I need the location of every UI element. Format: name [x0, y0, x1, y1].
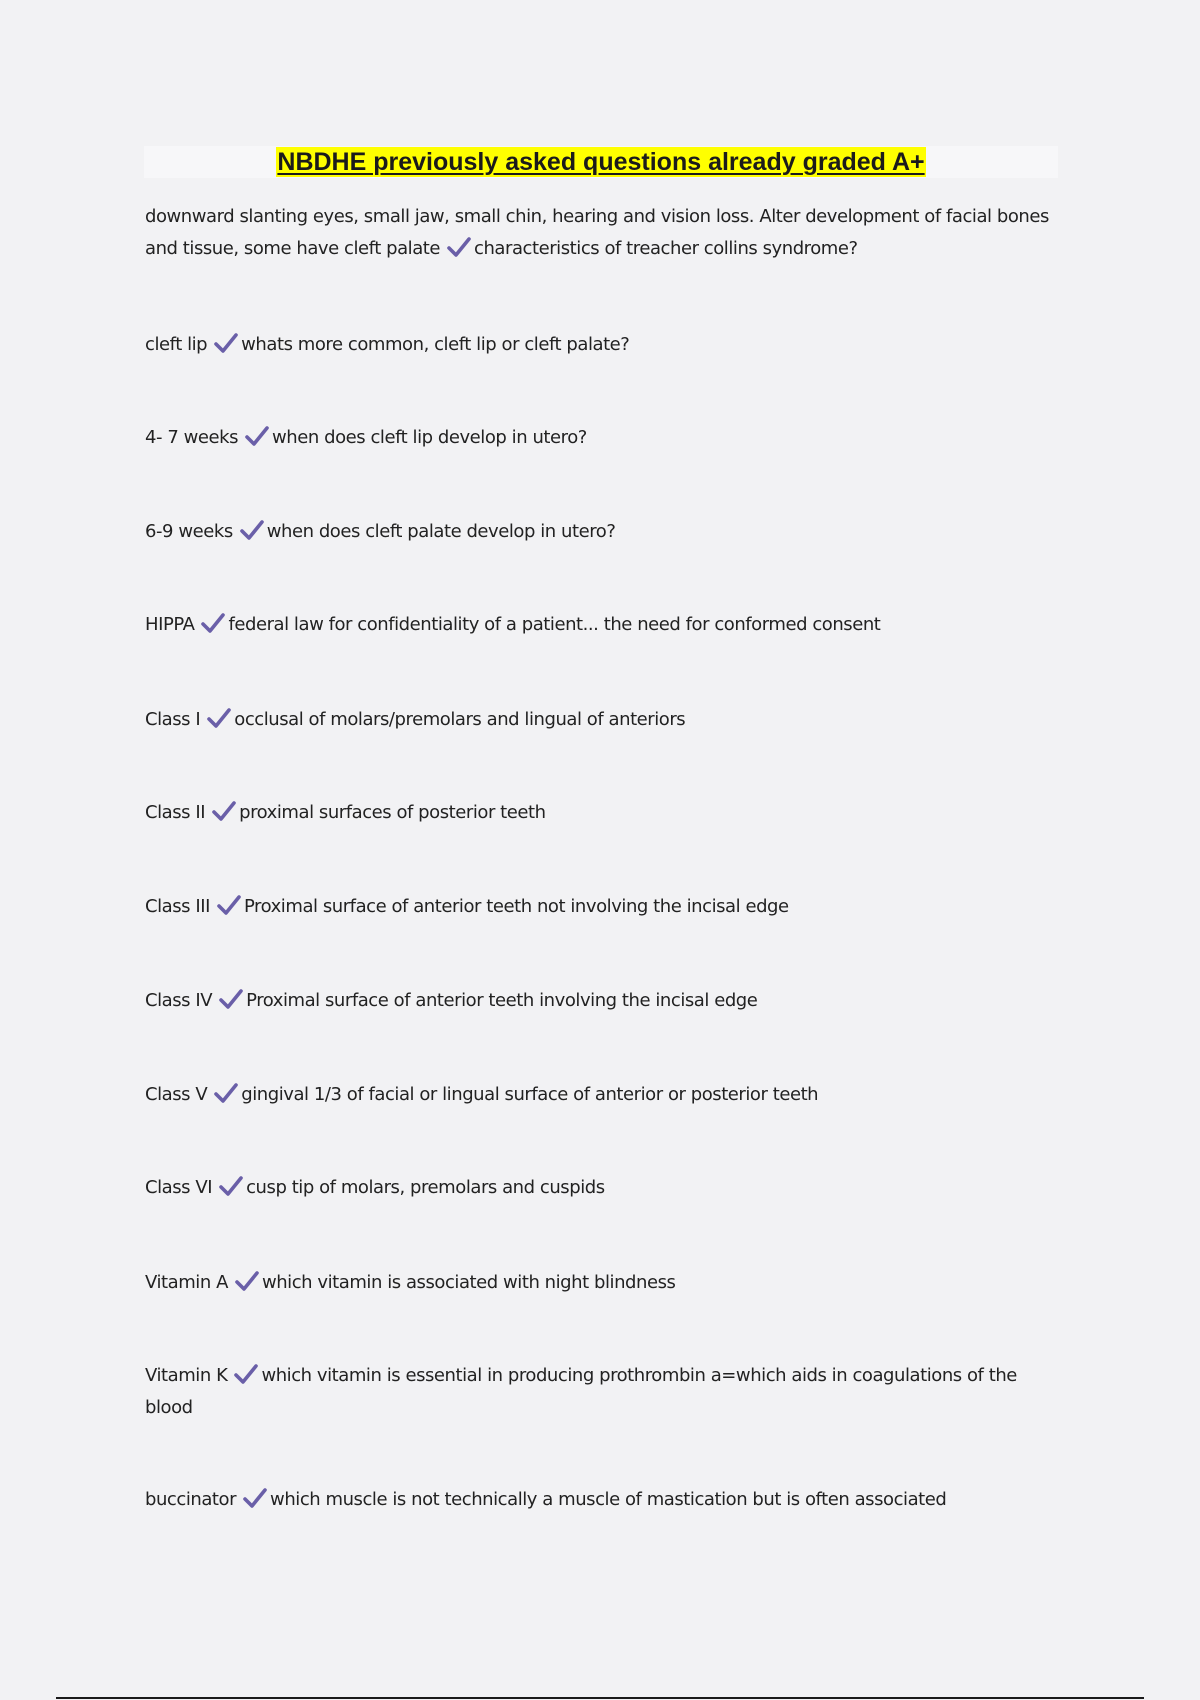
checkmark-icon: [243, 1487, 267, 1509]
question-text: gingival 1/3 of facial or lingual surface of anterior or posterior teeth: [241, 1084, 819, 1105]
checkmark-icon: [217, 894, 241, 916]
qa-item-2: [145, 329, 1065, 361]
question-text: characteristics of treacher collins syndrome?: [474, 238, 858, 259]
answer-text: Vitamin A: [145, 1272, 228, 1293]
question-text: federal law for confidentiality of a patient... the need for conformed consent: [228, 614, 881, 635]
answer-text: Class II: [145, 802, 206, 823]
answer-text: Vitamin K: [145, 1365, 228, 1386]
checkmark-icon: [234, 1363, 258, 1385]
qa-item-8: [145, 891, 1065, 923]
question-text: when does cleft lip develop in utero?: [272, 427, 587, 448]
question-text: when does cleft palate develop in utero?: [266, 521, 616, 542]
qa-item-3: [145, 422, 1065, 454]
checkmark-icon: [201, 612, 225, 634]
answer-text: Class I: [145, 709, 201, 730]
question-text: occlusal of molars/premolars and lingual of anteriors: [234, 709, 686, 730]
title-band: [144, 146, 1058, 178]
question-text: Proximal surface of anterior teeth involving the incisal edge: [246, 990, 758, 1011]
answer-text: Class III: [145, 896, 210, 917]
question-text: proximal surfaces of posterior teeth: [239, 802, 546, 823]
checkmark-icon: [235, 1270, 259, 1292]
question-text: which vitamin is associated with night blindness: [261, 1272, 676, 1293]
answer-text: 4- 7 weeks: [145, 427, 239, 448]
qa-item-5: [145, 609, 1065, 641]
qa-item-12: [145, 1267, 1065, 1299]
answer-text: 6-9 weeks: [145, 521, 233, 542]
checkmark-icon: [219, 1175, 243, 1197]
question-text: Proximal surface of anterior teeth not involving the incisal edge: [243, 896, 789, 917]
question-text: which muscle is not technically a muscle of mastication but is often associated: [270, 1489, 947, 1510]
qa-item-7: [145, 797, 1065, 829]
checkmark-icon: [219, 988, 243, 1010]
answer-text: downward slanting eyes, small jaw, small chin, hearing and vision loss. Alter development of facial bones and tissue, some have cleft palate: [145, 206, 1049, 259]
question-text: which vitamin is essential in producing prothrombin a=which aids in coagulations of the blood: [145, 1365, 1017, 1418]
question-text: cusp tip of molars, premolars and cuspids: [246, 1177, 605, 1198]
qa-item-14: [145, 1484, 1065, 1516]
answer-text: Class VI: [145, 1177, 213, 1198]
qa-item-6: [145, 704, 1065, 736]
answer-text: Class V: [145, 1084, 208, 1105]
checkmark-icon: [240, 519, 264, 541]
qa-item-1: [145, 201, 1065, 265]
answer-text: HIPPA: [145, 614, 195, 635]
checkmark-icon: [212, 800, 236, 822]
qa-item-9: [145, 985, 1065, 1017]
checkmark-icon: [207, 707, 231, 729]
qa-item-10: [145, 1079, 1065, 1111]
answer-text: cleft lip: [145, 334, 208, 355]
answer-text: buccinator: [145, 1489, 237, 1510]
page-bottom-rule: [56, 1697, 1144, 1699]
answer-text: Class IV: [145, 990, 213, 1011]
qa-item-4: [145, 516, 1065, 548]
page-title: NBDHE previously asked questions already graded A+: [277, 148, 925, 176]
checkmark-icon: [214, 332, 238, 354]
qa-item-11: [145, 1172, 1065, 1204]
question-text: whats more common, cleft lip or cleft palate?: [241, 334, 630, 355]
checkmark-icon: [214, 1082, 238, 1104]
qa-item-13: [145, 1360, 1065, 1424]
checkmark-icon: [447, 236, 471, 258]
checkmark-icon: [245, 425, 269, 447]
